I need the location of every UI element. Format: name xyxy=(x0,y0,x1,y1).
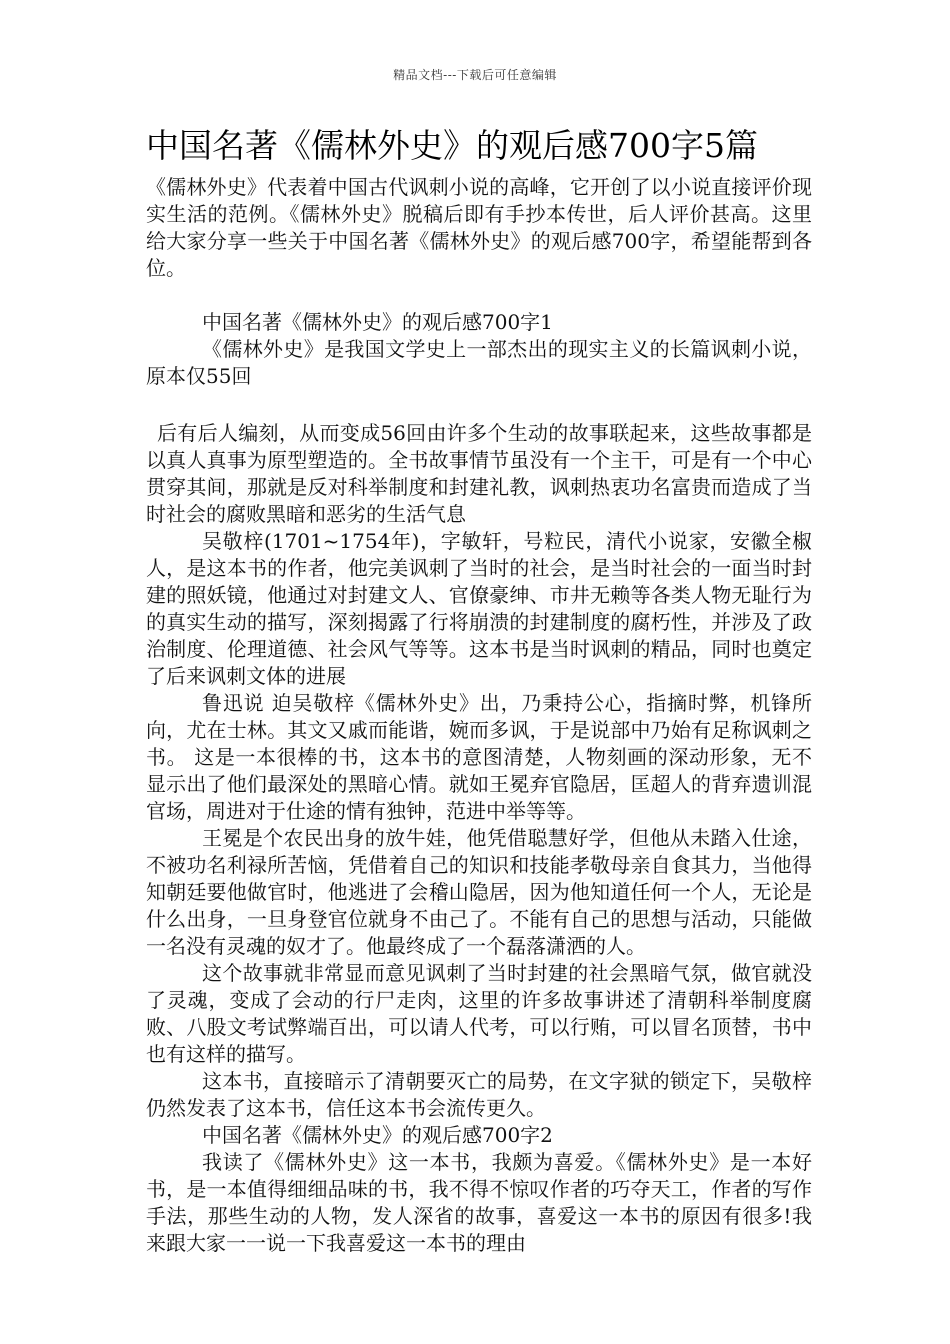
body-paragraph: 这本书，直接暗示了清朝要灭亡的局势，在文字狱的锁定下，吴敬梓仍然发表了这本书，信任这本书会流传更久。 xyxy=(146,1069,812,1120)
body-paragraph: 王冕是个农民出身的放牛娃，他凭借聪慧好学，但他从未踏入仕途，不被功名利禄所苦恼，凭借着自己的知识和技能孝敬母亲自食其力，当他得知朝廷要他做官时，他逃进了会稽山隐居，因为他知道任何一个人，无论是什么出身，一旦身登官位就身不由己了。不能有自己的思想与活动，只能做一名没有灵魂的奴才了。他最终成了一个磊落潇洒的人。 xyxy=(146,826,812,958)
intro-paragraph: 《儒林外史》代表着中国古代讽刺小说的高峰，它开创了以小说直接评价现实生活的范例。《儒林外史》脱稿后即有手抄本传世，后人评价甚高。这里给大家分享一些关于中国名著《儒林外史》的观后感700字，希望能帮到各位。 xyxy=(146,175,812,280)
body-paragraph: 这个故事就非常显而意见讽刺了当时封建的社会黑暗气氛，做官就没了灵魂，变成了会动的行尸走肉，这里的许多故事讲述了清朝科举制度腐败、八股文考试弊端百出，可以请人代考，可以行贿，可以冒名顶替，书中也有这样的描写。 xyxy=(146,961,812,1066)
body-paragraph: 我读了《儒林外史》这一本书，我颇为喜爱。《儒林外史》是一本好书，是一本值得细细品味的书，我不得不惊叹作者的巧夺天工，作者的写作手法，那些生动的人物，发人深省的故事，喜爱这一本书的原因有很多!我来跟大家一一说一下我喜爱这一本书的理由 xyxy=(146,1150,812,1255)
body-paragraph: 后有后人编刻，从而变成56回由许多个生动的故事联起来，这些故事都是以真人真事为原型塑造的。全书故事情节虽没有一个主干，可是有一个中心贯穿其间，那就是反对科举制度和封建礼教，讽刺热衷功名富贵而造成了当时社会的腐败黑暗和恶劣的生活气息 xyxy=(146,421,812,526)
body-paragraph: 鲁迅说 迫吴敬梓《儒林外史》出，乃秉持公心，指摘时弊，机锋所向，尤在士林。其文又戚而能谐，婉而多讽，于是说部中乃始有足称讽刺之书。 这是一本很棒的书，这本书的意图清楚，人物刻画的深动形象，无不显示出了他们最深处的黑暗心情。就如王冕弃官隐居，匡超人的背弃遗训混官场，周进对于仕途的情有独钟，范进中举等等。 xyxy=(146,691,812,823)
body-paragraph: 《儒林外史》是我国文学史上一部杰出的现实主义的长篇讽刺小说，原本仅55回 xyxy=(146,337,812,388)
document-title: 中国名著《儒林外史》的观后感700字5篇 xyxy=(146,126,758,165)
body-paragraph: 吴敬梓(1701~1754年)，字敏轩，号粒民，清代小说家，安徽全椒人，是这本书的作者，他完美讽刺了当时的社会，是当时社会的一面当时封建的照妖镜，他通过对封建文人、官僚豪绅、市井无赖等各类人物无耻行为的真实生动的描写，深刻揭露了行将崩溃的封建制度的腐朽性，并涉及了政治制度、伦理道德、社会风气等等。这本书是当时讽刺的精品，同时也奠定了后来讽刺文体的进展 xyxy=(146,529,812,688)
section-heading-2: 中国名著《儒林外史》的观后感700字2 xyxy=(202,1123,553,1147)
section-heading-1: 中国名著《儒林外史》的观后感700字1 xyxy=(202,310,553,334)
page-header: 精品文档---下载后可任意编辑 xyxy=(393,68,557,82)
document-body xyxy=(146,174,812,1257)
